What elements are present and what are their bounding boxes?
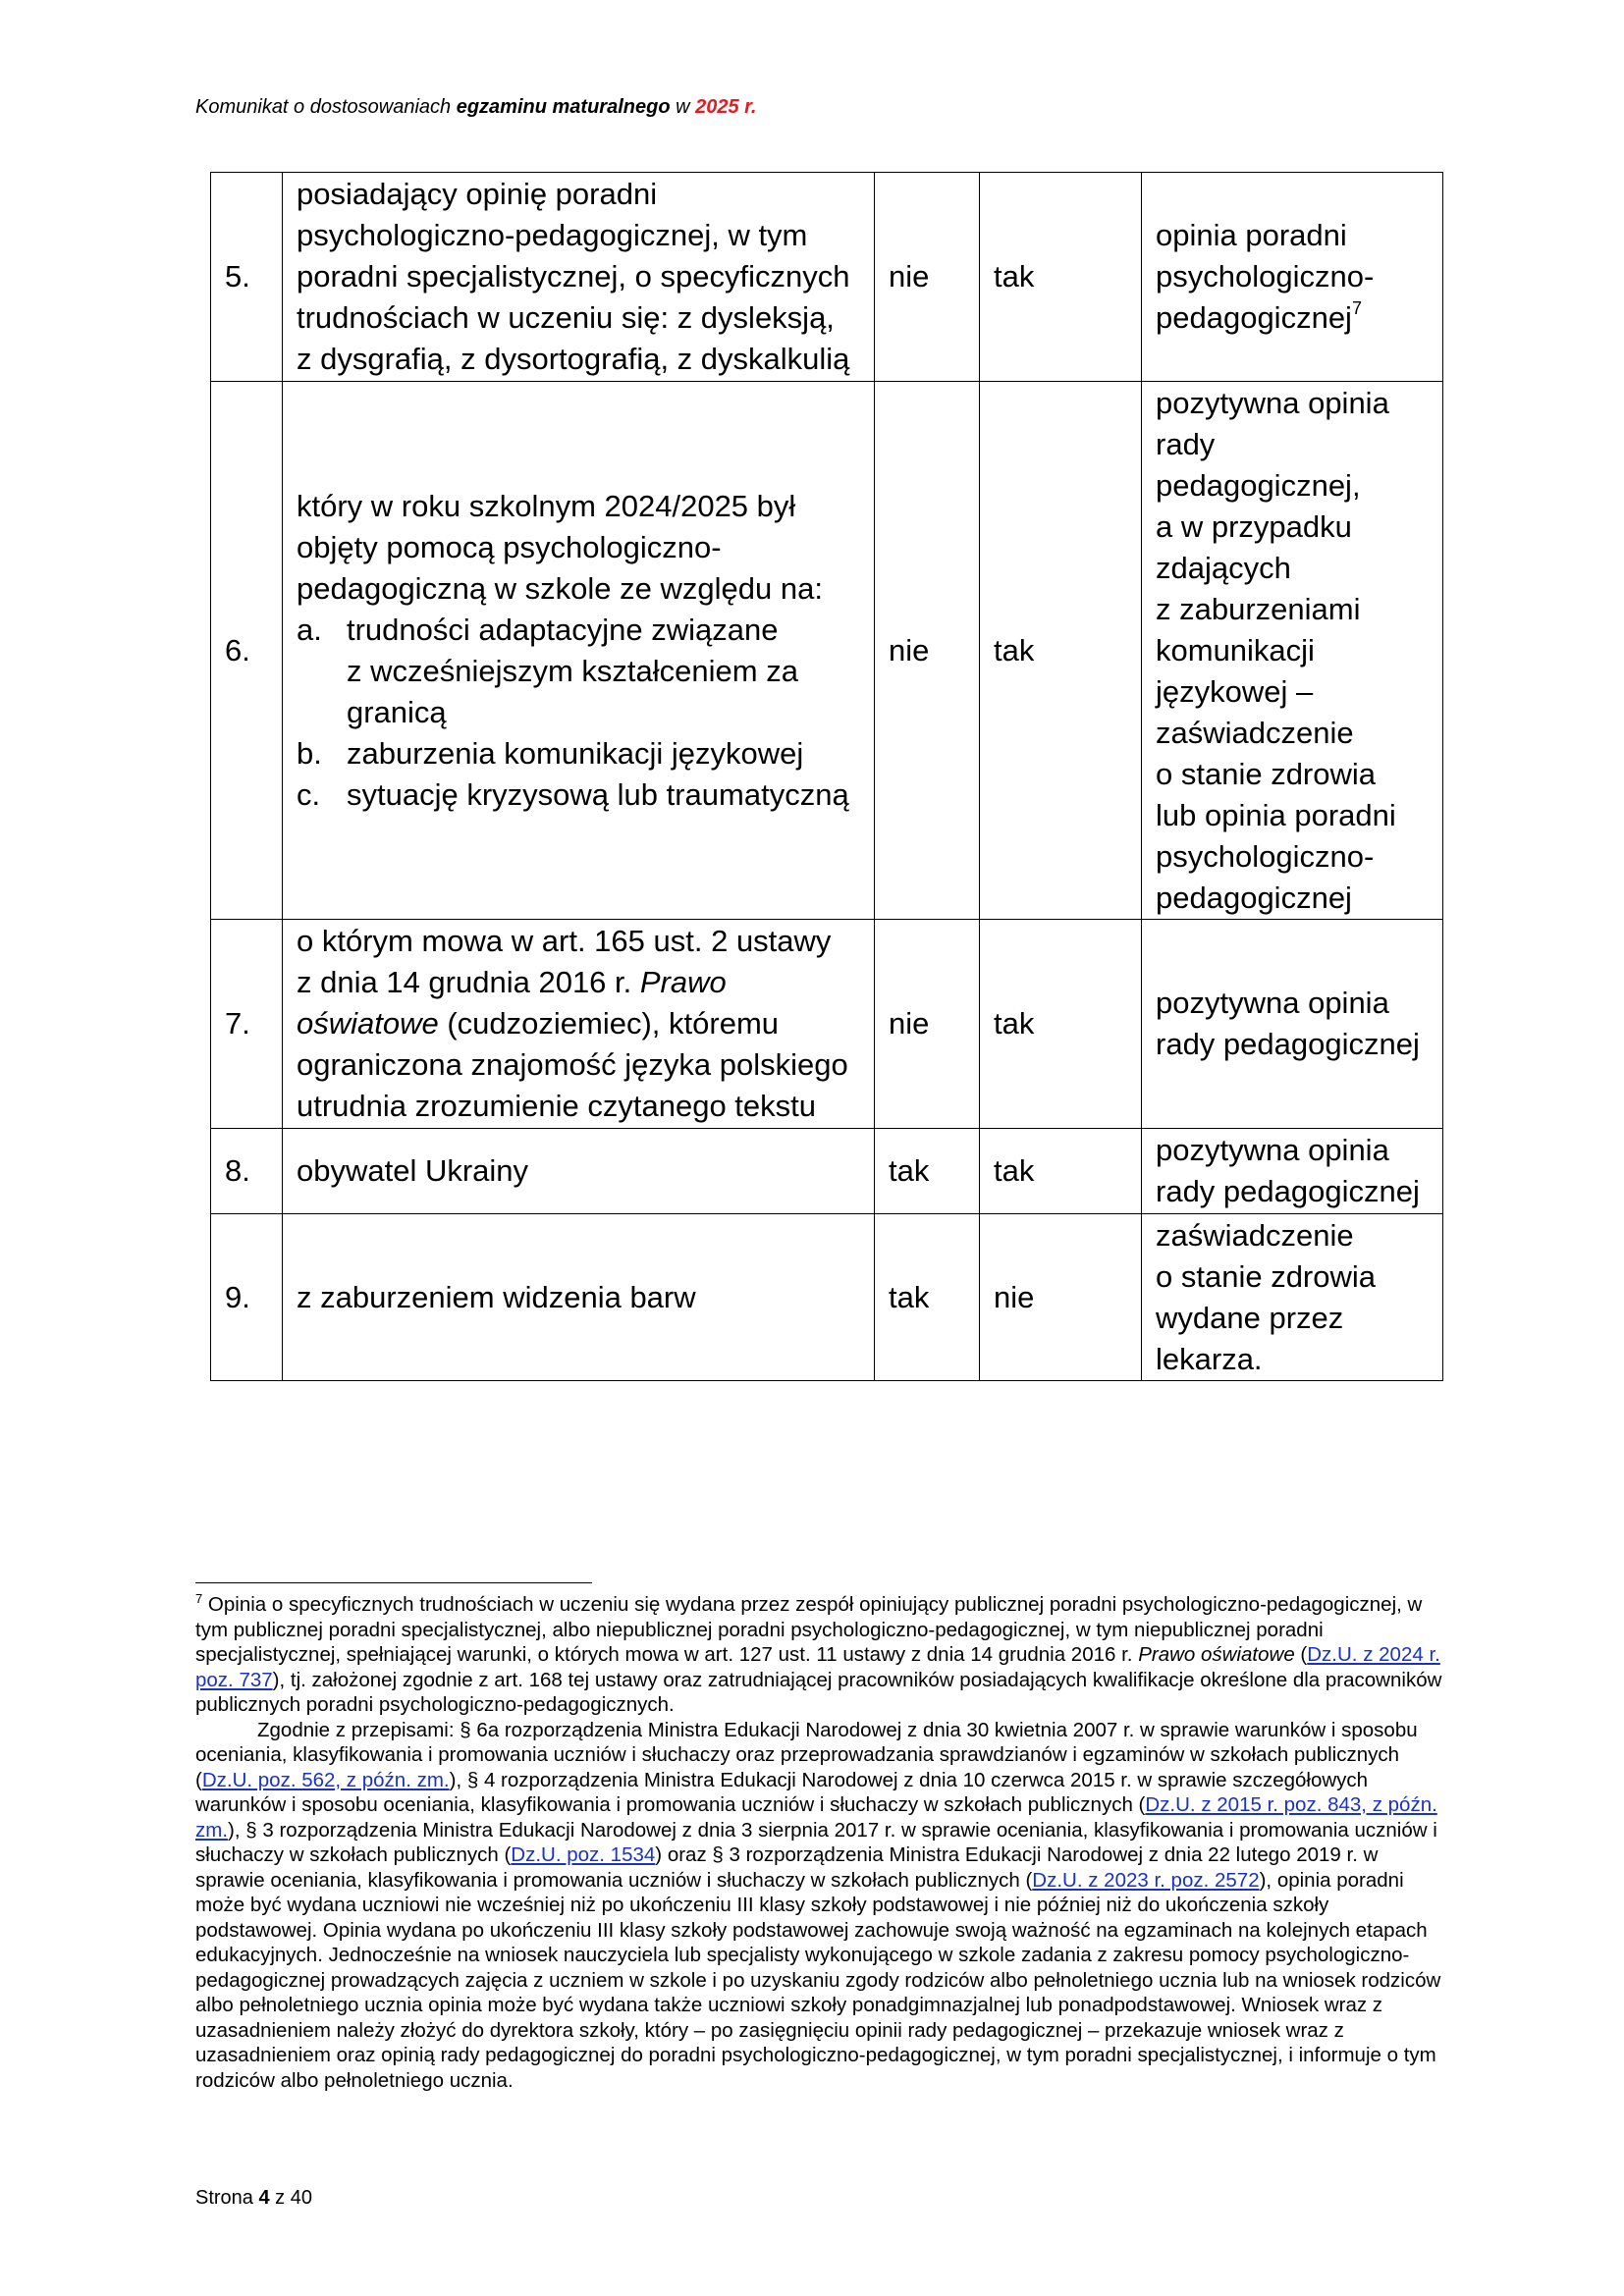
footnote-paragraph: Zgodnie z przepisami: § 6a rozporządzenia Ministra Edukacji Narodowej z dnia 30 kwietnia 2007 r. w sprawie warunków i sposobu oceniania, klasyfikowania i promowania uczniów i słuchaczy oraz przeprowadzania sprawdzianów i egzaminów w szkołach publicznych (Dz.U. poz. 562, z późn. zm.), § 4 rozporządzenia Ministra Edukacji Narodowej z dnia 10 czerwca 2015 r. w sprawie szczegółowych warunków i sposobu oceniania, klasyfikowania i promowania uczniów i słuchaczy w szkołach publicznych (Dz.U. z 2015 r. poz. 843, z późn. zm.), § 3 rozporządzenia Ministra Edukacji Narodowej z dnia 3 sierpnia 2017 r. w sprawie oceniania, klasyfikowania i promowania uczniów i słuchaczy w szkołach publicznych (Dz.U. poz. 1534) oraz § 3 rozporządzenia Ministra Edukacji Narodowej z dnia 22 lutego 2019 r. w sprawie oceniania, klasyfikowania i promowania uczniów i słuchaczy w szkołach publicznych (Dz.U. z 2023 r. poz. 2572), opinia poradni może być wydana uczniowi nie wcześniej niż po ukończeniu III klasy szkoły podstawowej i nie później niż do ukończenia szkoły podstawowej. Opinia wydana po ukończeniu III klasy szkoły podstawowej zachowuje swoją ważność na egzaminach na kolejnych etapach edukacyjnych. Jednocześnie na wniosek nauczyciela lub specjalisty wykonującego w szkole zadania z zakresu pomocy psychologiczno-pedagogicznej prowadzących zajęcia z uczniem w szkole i po uzyskaniu zgody rodziców albo pełnoletniego ucznia lub na wniosek rodziców albo pełnoletniego ucznia opinia może być wydana także uczniowi szkoły ponadgimnazjalnej lub ponadpodstawowej. Wniosek wraz z uzasadnieniem należy złożyć do dyrektora szkoły, który – po zasięgnięciu opinii rady pedagogicznej – przekazuje wniosek wraz z uzasadnieniem oraz opinią rady pedagogicznej do poradni psychologiczno-pedagogicznej, w tym poradni specjalistycznej, i informuje o tym rodziców albo pełnoletniego ucznia.	[195, 1718, 1441, 2092]
cell-col4: nie	[980, 1214, 1142, 1381]
table-row	[211, 1214, 1443, 1381]
row-document: pozytywna opinia rady pedagogicznej	[1142, 920, 1443, 1129]
row-description: o którym mowa w art. 165 ust. 2 ustawy z dnia 14 grudnia 2016 r. Prawo oświatowe (cudzoziemiec), któremu ograniczona znajomość języka polskiego utrudnia zrozumienie czytanego tekstu	[283, 920, 875, 1129]
row-description: z zaburzeniem widzenia barw	[283, 1214, 875, 1381]
cell-col3: tak	[875, 1214, 980, 1381]
row-number: 8.	[211, 1129, 283, 1214]
row-description: który w roku szkolnym 2024/2025 był objęty pomocą psychologiczno- pedagogiczną w szkole ze względu na: a. trudności adaptacyjne związane z wcześniejszym kształceniem za granicą b. zaburzenia komunikacji językowej c. sytuację kryzysową lub traumatyczną	[283, 382, 875, 920]
legal-link[interactable]: Dz.U. poz. 562, z późn. zm.	[201, 1768, 450, 1791]
cell-col4: tak	[980, 920, 1142, 1129]
footnote-separator	[195, 1582, 592, 1583]
table-row	[211, 382, 1443, 920]
footnote-paragraph: $^7$ Opinia o specyficznych trudnościach w uczeniu się wydana przez zespół opiniujący publicznej poradni psychologiczno-pedagogicznej, w tym publicznej poradni specjalistycznej, albo niepublicznej poradni psychologiczno-pedagogicznej, w tym niepublicznej poradni specjalistycznej, spełniającej warunki, o których mowa w art. 127 ust. 11 ustawy z dnia 14 grudnia 2016 r. Prawo oświatowe (Dz.U. z 2024 r. poz. 737), tj. założonej zgodnie z art. 168 tej ustawy oraz zatrudniającej pracowników posiadających kwalifikacje określone dla pracowników publicznych poradni psychologiczno-pedagogicznych.	[195, 1591, 1442, 1716]
page-number: Strona 4 z 40	[195, 2187, 312, 2209]
list-item: b. zaburzenia komunikacji językowej	[297, 735, 804, 771]
cell-col4: tak	[980, 173, 1142, 382]
row-description: obywatel Ukrainy	[283, 1129, 875, 1214]
row-number: 7.	[211, 920, 283, 1129]
table-row	[211, 173, 1443, 382]
row-number: 5.	[211, 173, 283, 382]
row-number: 9.	[211, 1214, 283, 1381]
footnote-ref: 7	[1351, 298, 1362, 318]
cell-col3: tak	[875, 1129, 980, 1214]
table-row	[211, 920, 1443, 1129]
cell-col4: tak	[980, 1129, 1142, 1214]
row-document: pozytywna opinia rady pedagogicznej	[1142, 1129, 1443, 1214]
cell-col3: nie	[875, 382, 980, 920]
adjustments-table	[210, 172, 1443, 1381]
legal-link[interactable]: Dz.U. z 2015 r. poz. 843, z późn. zm.	[195, 1793, 1437, 1842]
row-document: opinia poradni psychologiczno- pedagogicznej$^7$	[1142, 173, 1443, 382]
legal-link[interactable]: Dz.U. z 2023 r. poz. 2572	[1032, 1868, 1260, 1892]
page-header: Komunikat o dostosowaniach egzaminu maturalnego w 2025 r.	[195, 96, 757, 118]
row-description: posiadający opinię poradni psychologiczno-pedagogicznej, w tym poradni specjalistycznej, o specyficznych trudnościach w uczeniu się: z dysleksją, z dysgrafią, z dysortografią, z dyskalkulią	[283, 173, 875, 382]
list-item: a. trudności adaptacyjne związane z wcześniejszym kształceniem za granicą	[297, 612, 798, 729]
row-number: 6.	[211, 382, 283, 920]
row-document: pozytywna opinia rady pedagogicznej, a w przypadku zdających z zaburzeniami komunikacji językowej – zaświadczenie o stanie zdrowia lub opinia poradni psychologiczno- pedagogicznej	[1142, 382, 1443, 920]
legal-link[interactable]: Dz.U. z 2024 r. poz. 737	[195, 1643, 1440, 1691]
footnote	[195, 1592, 1442, 2093]
reason-list	[297, 610, 860, 816]
legal-link[interactable]: Dz.U. poz. 1534	[511, 1843, 656, 1866]
table-row	[211, 1129, 1443, 1214]
row-document: zaświadczenie o stanie zdrowia wydane przez lekarza.	[1142, 1214, 1443, 1381]
cell-col3: nie	[875, 173, 980, 382]
cell-col4: tak	[980, 382, 1142, 920]
list-item: c. sytuację kryzysową lub traumatyczną	[297, 776, 849, 812]
cell-col3: nie	[875, 920, 980, 1129]
